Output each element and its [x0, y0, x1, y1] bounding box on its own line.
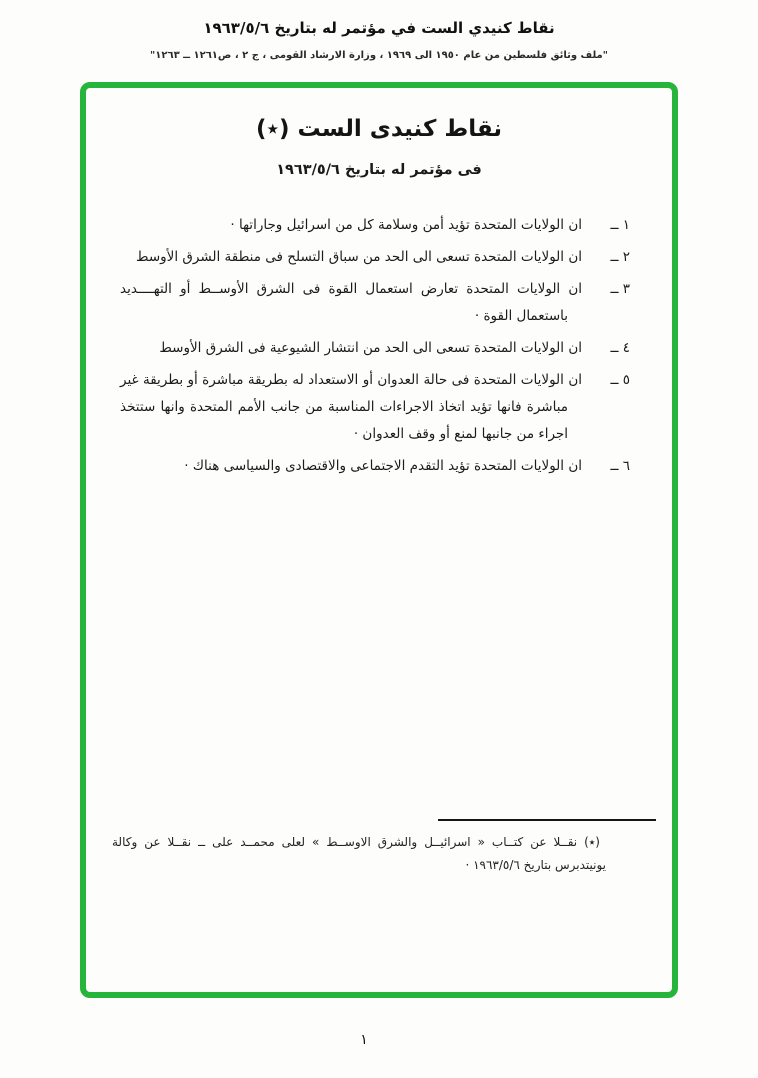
point-number: ١ ــ	[610, 217, 630, 233]
point-text: ان الولايات المتحدة تؤيد أمن وسلامة كل من اسرائيل وجاراتها ·	[230, 217, 582, 233]
point-number: ٣ ــ	[610, 281, 630, 297]
document-subtitle: فى مؤتمر له بتاريخ ١٩٦٣/٥/٦	[276, 162, 482, 178]
document-border	[80, 82, 678, 998]
point-text: ان الولايات المتحدة تسعى الى الحد من انتشار الشيوعية فى الشرق الأوسط	[159, 340, 582, 356]
footnote-text: (٭) نقــلا عن كتــاب « اسرائيــل والشرق الاوســط » لعلى محمــد على ــ نقــلا عن وكالة يونيتدبرس بتاريخ ١٩٦٣/٥/٦ ·	[112, 835, 606, 872]
list-item	[116, 212, 630, 239]
points-list	[116, 212, 630, 485]
list-item	[116, 244, 630, 271]
point-text: ان الولايات المتحدة تؤيد التقدم الاجتماعى والاقتصادى والسياسى هناك ·	[184, 458, 582, 474]
point-text: ان الولايات المتحدة فى حالة العدوان أو الاستعداد له بطريقة مباشرة أو بطريقة غير مباشرة فانها تؤيد اتخاذ الاجراءات المناسبة من جانب الأمم المتحدة وانها ستتخذ اجراء من جانبها لمنع أو وقف العدوان ·	[120, 372, 582, 442]
point-number: ٤ ــ	[610, 340, 630, 356]
footnote-divider	[438, 819, 656, 821]
page-number: ١	[360, 1032, 368, 1048]
point-text: ان الولايات المتحدة تعارض استعمال القوة فى الشرق الأوســط أو التهــــديد باستعمال القوة ·	[120, 281, 582, 324]
document-title: نقاط كنيدى الست (٭)	[255, 116, 503, 142]
point-number: ٢ ــ	[610, 249, 630, 265]
list-item	[116, 276, 630, 330]
point-number: ٥ ــ	[610, 372, 630, 388]
list-item	[116, 453, 630, 480]
page-header-title: نقاط كنيدي الست في مؤتمر له بتاريخ ١٩٦٣/٥/٦	[203, 19, 555, 37]
list-item	[116, 335, 630, 362]
point-text: ان الولايات المتحدة تسعى الى الحد من سباق التسلح فى منطقة الشرق الأوسط	[136, 249, 582, 265]
point-number: ٦ ــ	[610, 458, 630, 474]
page-header-source-citation: "ملف وثائق فلسطين من عام ١٩٥٠ الى ١٩٦٩ ، وزارة الارشاد القومى ، ج ٢ ، ص١٢٦١ ــ ١٢٦٣"	[150, 50, 608, 61]
list-item	[116, 367, 630, 448]
